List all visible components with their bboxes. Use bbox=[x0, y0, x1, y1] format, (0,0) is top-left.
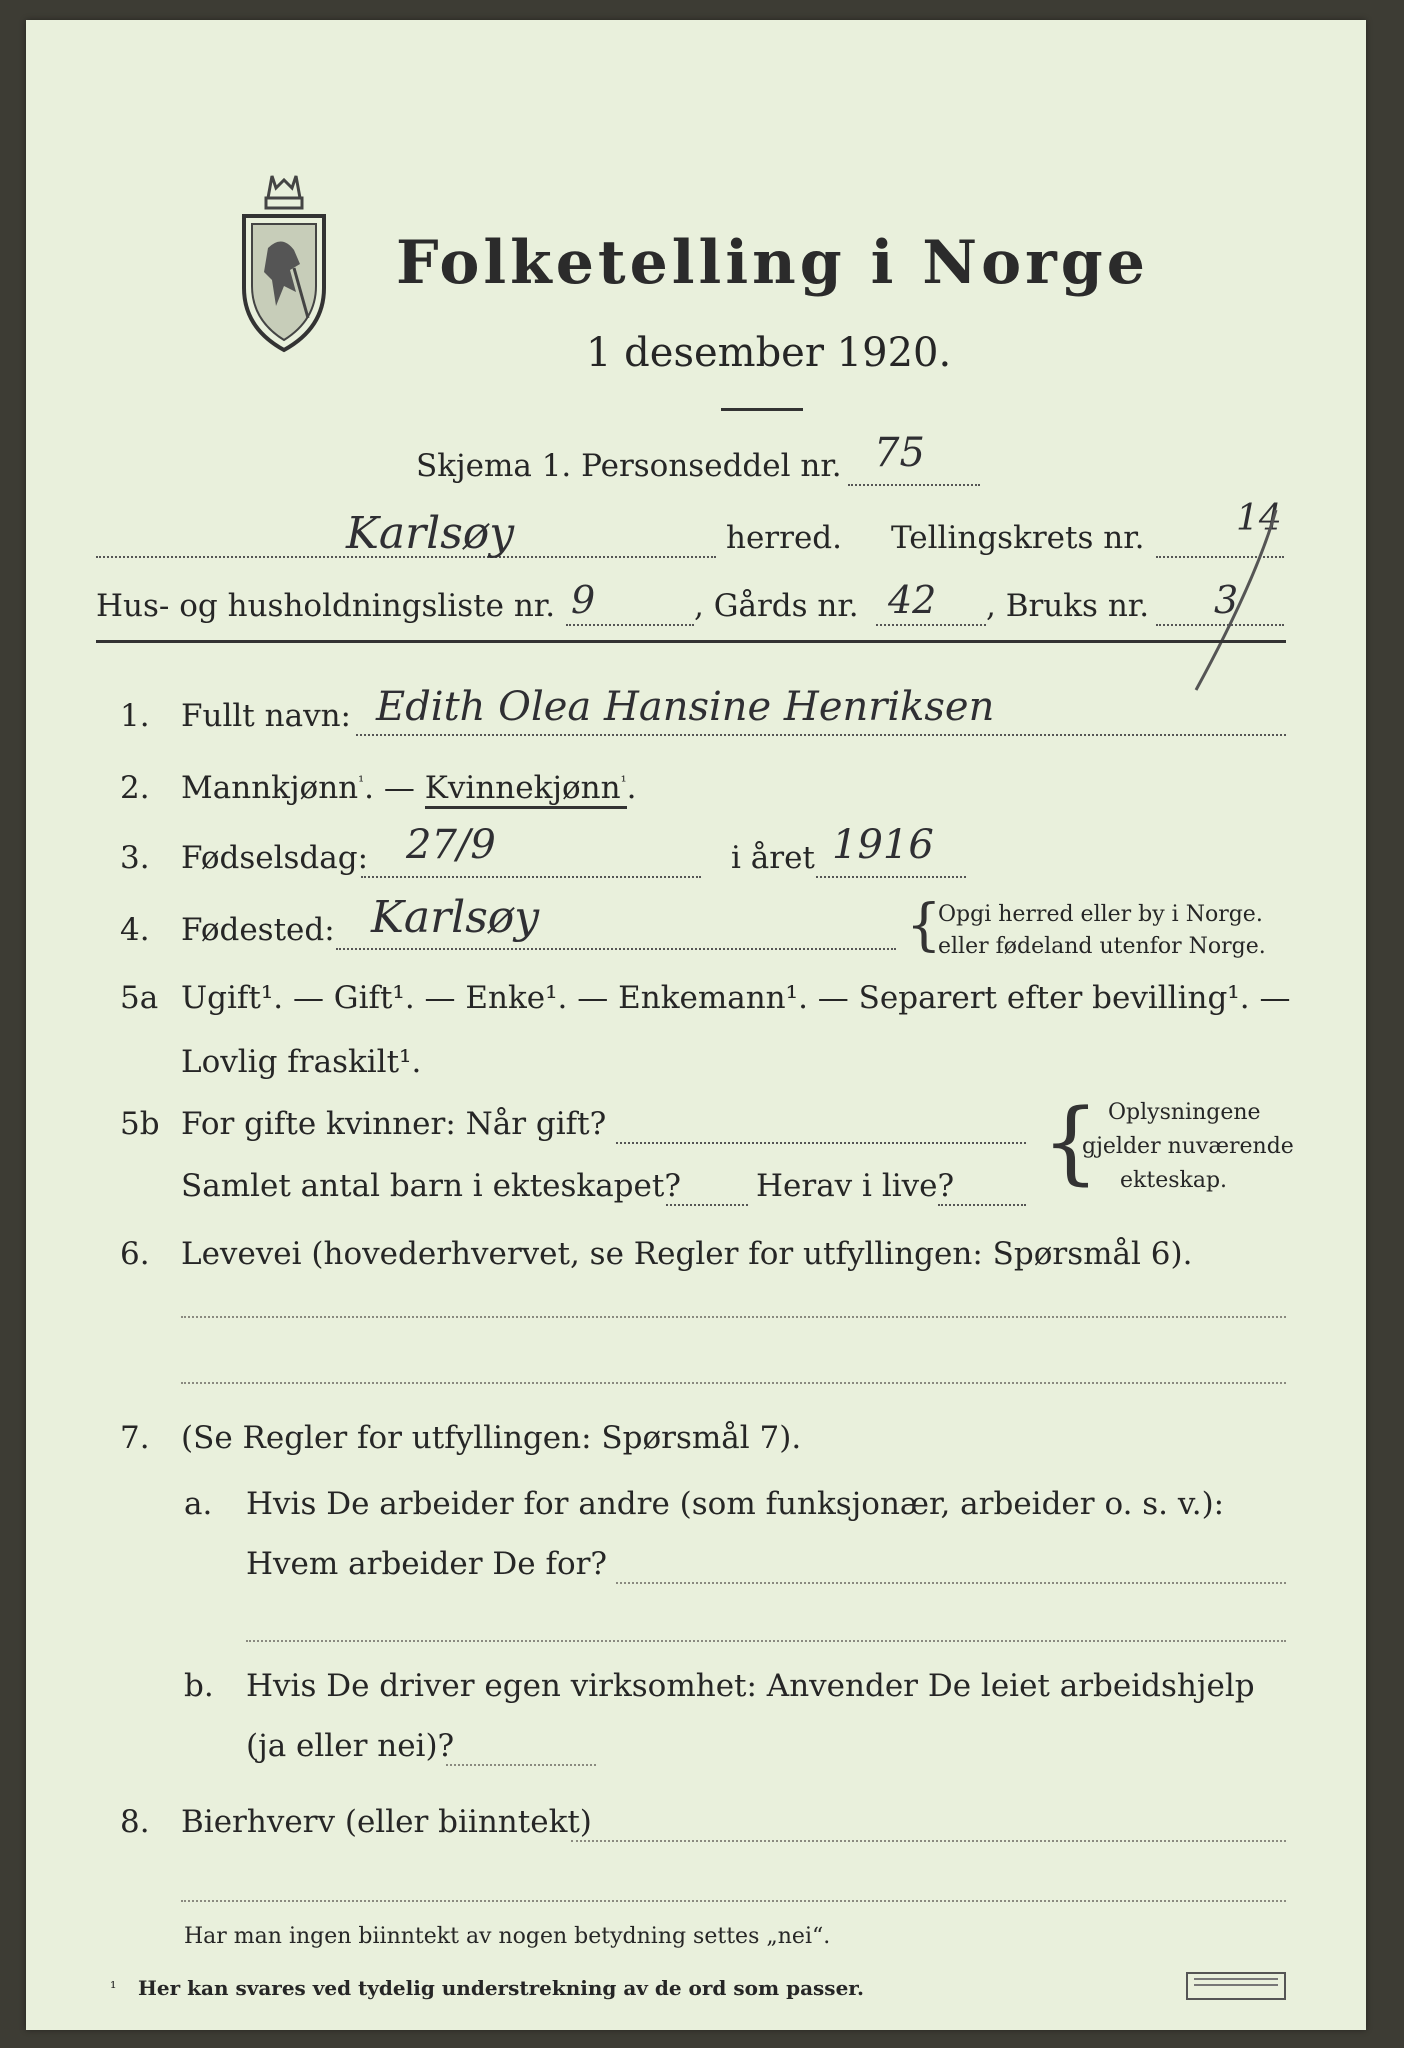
q7-number: 7. bbox=[120, 1420, 150, 1456]
q6-label: Levevei (hovederhvervet, se Regler for utfyllingen: Spørsmål 6). bbox=[181, 1236, 1193, 1272]
husliste-label: Hus- og husholdningsliste nr. bbox=[96, 588, 556, 624]
pen-stroke bbox=[1176, 500, 1296, 700]
q2-number: 2. bbox=[120, 770, 150, 806]
q4-number: 4. bbox=[120, 912, 150, 948]
form-title: Folketelling i Norge bbox=[396, 228, 1149, 298]
coat-of-arms-icon bbox=[234, 168, 334, 358]
title-divider bbox=[721, 408, 803, 411]
census-date: 1 desember 1920. bbox=[586, 330, 952, 376]
footnote-mark: ¹ bbox=[110, 1978, 117, 1997]
q4-brace: { bbox=[906, 893, 942, 958]
q6-line2 bbox=[181, 1382, 1286, 1384]
q4-note2: eller fødeland utenfor Norge. bbox=[938, 934, 1266, 959]
q5b-label3: Herav i live? bbox=[756, 1168, 955, 1204]
q2-dash: . — bbox=[364, 770, 415, 806]
q2-kvinne-label: Kvinnekjønn bbox=[424, 770, 621, 806]
q5b-line3 bbox=[938, 1204, 1026, 1206]
q2-text bbox=[181, 770, 636, 806]
q1-label: Fullt navn: bbox=[181, 698, 351, 734]
bruks-label: , Bruks nr. bbox=[986, 588, 1150, 624]
q5b-note2: gjelder nuværende bbox=[1082, 1134, 1294, 1159]
q8-label: Bierhverv (eller biinntekt) bbox=[181, 1804, 592, 1840]
q8-answer-line2 bbox=[181, 1900, 1286, 1902]
q2-kvinne bbox=[425, 770, 627, 809]
q1-answer: Edith Olea Hansine Henriksen bbox=[376, 684, 995, 730]
q1-number: 1. bbox=[120, 698, 150, 734]
gards-label: , Gårds nr. bbox=[694, 588, 859, 624]
footnote-mark: ¹ bbox=[620, 772, 627, 791]
q7b-answer-line bbox=[446, 1764, 596, 1766]
q5b-label1: For gifte kvinner: Når gift? bbox=[181, 1106, 607, 1142]
q8-answer-line bbox=[571, 1840, 1286, 1842]
q7a-answer-line2 bbox=[246, 1640, 1286, 1642]
q4-line bbox=[336, 948, 896, 950]
q6-number: 6. bbox=[120, 1236, 150, 1272]
q5a-number: 5a bbox=[120, 980, 159, 1016]
q4-label: Fødested: bbox=[181, 912, 335, 948]
q4-note1: Opgi herred eller by i Norge. bbox=[938, 902, 1263, 927]
q3-label: Fødselsdag: bbox=[181, 840, 369, 876]
tellingskrets-number: 14 bbox=[1236, 498, 1282, 539]
q3-aaret-line bbox=[816, 876, 966, 878]
q3-aaret: 1916 bbox=[832, 822, 934, 868]
husliste-line bbox=[566, 624, 694, 626]
q3-number: 3. bbox=[120, 840, 150, 876]
q5b-label2: Samlet antal barn i ekteskapet? bbox=[181, 1168, 681, 1204]
q6-line1 bbox=[181, 1316, 1286, 1318]
q2-end: . bbox=[626, 770, 637, 806]
q5b-line2 bbox=[666, 1204, 748, 1206]
q7b-number: b. bbox=[184, 1668, 214, 1704]
q8-note: Har man ingen biinntekt av nogen betydning settes „nei“. bbox=[184, 1924, 831, 1949]
q5b-brace: { bbox=[1042, 1090, 1100, 1195]
footnote-text: Her kan svares ved tydelig understrekning av de ord som passer. bbox=[138, 1976, 864, 2000]
schema-label: Skjema 1. Personseddel nr. bbox=[416, 448, 842, 484]
q7a-line1: Hvis De arbeider for andre (som funksjonær, arbeider o. s. v.): bbox=[246, 1486, 1225, 1522]
q5b-note3: ekteskap. bbox=[1120, 1168, 1228, 1193]
q7a-number: a. bbox=[184, 1486, 213, 1522]
q4-answer: Karlsøy bbox=[371, 892, 540, 943]
printer-stamp bbox=[1186, 1972, 1286, 2000]
footnote-mark: ¹ bbox=[358, 772, 365, 791]
schema-number: 75 bbox=[874, 430, 925, 476]
q3-line bbox=[361, 876, 701, 878]
q5b-line1 bbox=[616, 1142, 1026, 1144]
q3-answer: 27/9 bbox=[406, 822, 496, 868]
q1-line bbox=[356, 734, 1286, 736]
herred-value: Karlsøy bbox=[346, 508, 515, 559]
q7a-answer-line bbox=[616, 1582, 1286, 1584]
gards-line bbox=[876, 624, 986, 626]
q3-aaret-label: i året bbox=[731, 840, 815, 876]
q5b-number: 5b bbox=[120, 1106, 160, 1142]
tellingskrets-label: Tellingskrets nr. bbox=[891, 520, 1145, 556]
herred-label: herred. bbox=[726, 520, 842, 556]
q2-mann: Mannkjønn bbox=[181, 770, 359, 806]
schema-line bbox=[848, 484, 980, 486]
q7-label: (Se Regler for utfyllingen: Spørsmål 7). bbox=[181, 1420, 802, 1456]
q8-number: 8. bbox=[120, 1804, 150, 1840]
q5a-line2: Lovlig fraskilt¹. bbox=[181, 1044, 422, 1080]
bruks-number: 3 bbox=[1214, 578, 1239, 622]
q7b-line1: Hvis De driver egen virksomhet: Anvender De leiet arbeidshjelp bbox=[246, 1668, 1255, 1704]
q5b-note1: Oplysningene bbox=[1108, 1100, 1261, 1125]
husliste-number: 9 bbox=[571, 578, 596, 622]
gards-number: 42 bbox=[888, 578, 937, 622]
q5a-line1: Ugift¹. — Gift¹. — Enke¹. — Enkemann¹. — Separert efter bevilling¹. — bbox=[181, 980, 1291, 1016]
header-divider bbox=[96, 640, 1286, 643]
q7a-line2: Hvem arbeider De for? bbox=[246, 1546, 608, 1582]
q7b-line2: (ja eller nei)? bbox=[246, 1728, 455, 1764]
census-form bbox=[26, 20, 1366, 2030]
